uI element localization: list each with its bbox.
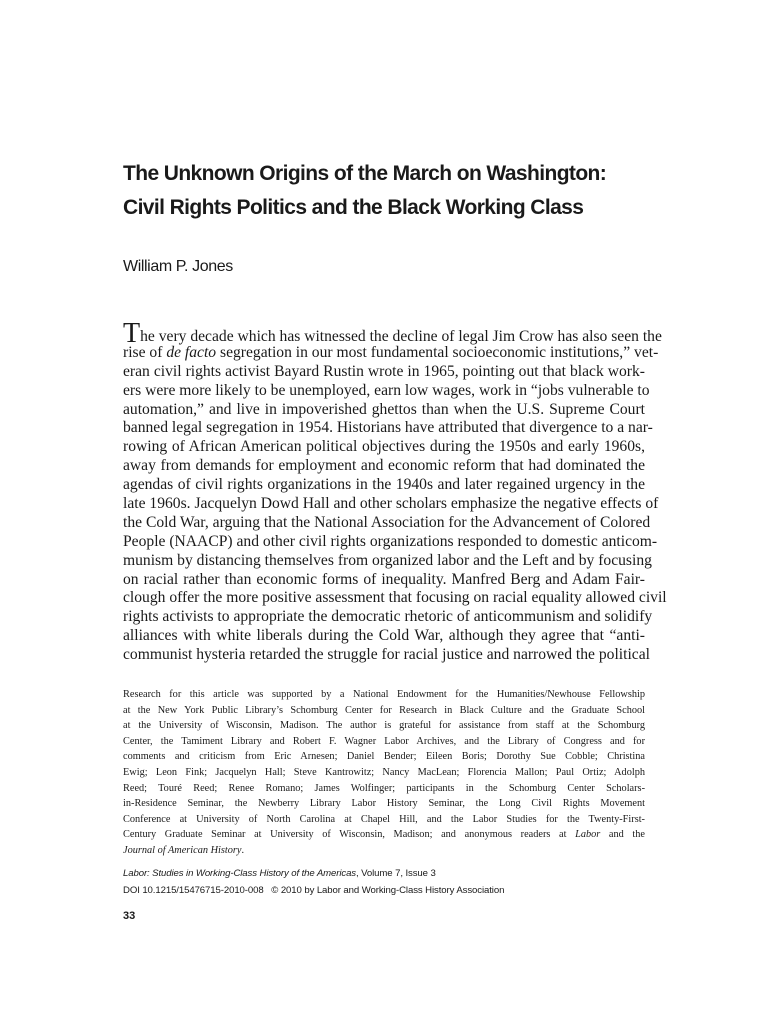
body-line: People (NAACP) and other civil rights organizations responded to domestic anticom-: [123, 532, 658, 550]
article-title: [123, 157, 663, 225]
body-line: alliances with white liberals during the Cold War, although they agree that “anti-: [123, 627, 645, 645]
body-line: on racial rather than economic forms of inequality. Manfred Berg and Adam Fair-: [123, 570, 645, 588]
body-line: clough offer the more positive assessment that focusing on racial equality allowed civil: [123, 589, 667, 607]
footnote-line: [123, 827, 645, 843]
article-title-line-2: Civil Rights Politics and the Black Working Class: [123, 196, 584, 219]
footnote-line: comments and criticism from Eric Arnesen; Daniel Bender; Eileen Boris; Dorothy Sue Cobble; Christina: [123, 751, 645, 763]
journal-name: Labor: Studies in Working-Class History of the Americas: [123, 868, 357, 879]
footnote-line: Research for this article was supported by a National Endowment for the Humanities/Newhouse Fellowship: [123, 689, 645, 700]
footnote-line: Ewig; Leon Fink; Jacquelyn Hall; Steve Kantrowitz; Nancy MacLean; Florencia Mallon; Paul Ortiz; Adolph: [123, 766, 645, 778]
body-line: automation,” and live in impoverished ghettos than when the U.S. Supreme Court: [123, 400, 645, 418]
body-line: agendas of civil rights organizations in the 1940s and later regained urgency in the: [123, 476, 645, 494]
body-line: rowing of African American political objectives during the 1950s and early 1960s,: [123, 438, 645, 456]
footnote-line: Reed; Touré Reed; Renee Romano; James Wolfinger; participants in the Schomburg Center Scholars-: [123, 782, 645, 794]
footnote-line: [123, 843, 645, 859]
footnote-text: Century Graduate Seminar at University of Wisconsin, Madison; and anonymous readers at: [123, 829, 576, 841]
body-line: away from demands for employment and economic reform that had dominated the: [123, 457, 645, 475]
body-italic-text: de facto: [166, 343, 217, 361]
body-line: rights activists to appropriate the democratic rhetoric of anticommunism and solidify: [123, 608, 653, 626]
body-line: late 1960s. Jacquelyn Dowd Hall and other scholars emphasize the negative effects of: [123, 495, 659, 513]
body-line: ers were more likely to be unemployed, earn low wages, work in “jobs vulnerable to: [123, 381, 650, 399]
journal-volume-issue: , Volume 7, Issue 3: [356, 868, 436, 879]
body-line: [123, 318, 662, 349]
footnote-italic-text: Labor: [575, 829, 601, 841]
body-line-text: segregation in our most fundamental socioeconomic institutions,” vet-: [216, 343, 659, 361]
body-line: communist hysteria retarded the struggle for racial justice and narrowed the political: [123, 646, 650, 664]
article-body: [123, 318, 667, 665]
article-author: William P. Jones: [123, 258, 233, 275]
footnote-line: at the University of Wisconsin, Madison. The author is grateful for assistance from staff at the Schomburg: [123, 720, 645, 732]
doi-copyright: DOI 10.1215/15476715-2010-008 © 2010 by Labor and Working-Class History Association: [123, 885, 505, 896]
journal-name-line: [123, 865, 504, 882]
body-line-text: he very decade which has witnessed the decline of legal Jim Crow has also seen the: [140, 328, 662, 345]
footnote-line: Center, the Tamiment Library and Robert F. Wagner Labor Archives, and the Library of Congress and for: [123, 735, 645, 747]
footnote-text: .: [241, 844, 245, 856]
drop-cap: T: [123, 318, 141, 349]
footnote-italic-text: Journal of American History: [123, 844, 242, 856]
footnote-line: Conference at University of North Carolina at Chapel Hill, and the Labor Studies for the Twenty-First-: [123, 813, 645, 825]
body-line: banned legal segregation in 1954. Historians have attributed that divergence to a nar-: [123, 419, 653, 437]
body-line: eran civil rights activist Bayard Rustin wrote in 1965, pointing out that black work-: [123, 362, 645, 380]
body-line-text: rise of: [123, 343, 167, 361]
footnote-text: and the: [600, 829, 645, 841]
footnote-line: at the New York Public Library’s Schomburg Center for Research in Black Culture and the Graduate School: [123, 704, 645, 716]
footnote-line: in-Residence Seminar, the Newberry Library Labor History Seminar, the Long Civil Rights Movement: [123, 798, 645, 810]
body-line: [123, 343, 659, 363]
journal-citation: [123, 865, 504, 899]
article-title-line-1: The Unknown Origins of the March on Washington:: [123, 162, 607, 185]
page-number: 33: [123, 910, 136, 922]
body-line: munism by distancing themselves from organized labor and the Left and by focusing: [123, 551, 652, 569]
body-line: the Cold War, arguing that the National Association for the Advancement of Colored: [123, 513, 651, 531]
acknowledgment-footnote: [123, 687, 645, 859]
